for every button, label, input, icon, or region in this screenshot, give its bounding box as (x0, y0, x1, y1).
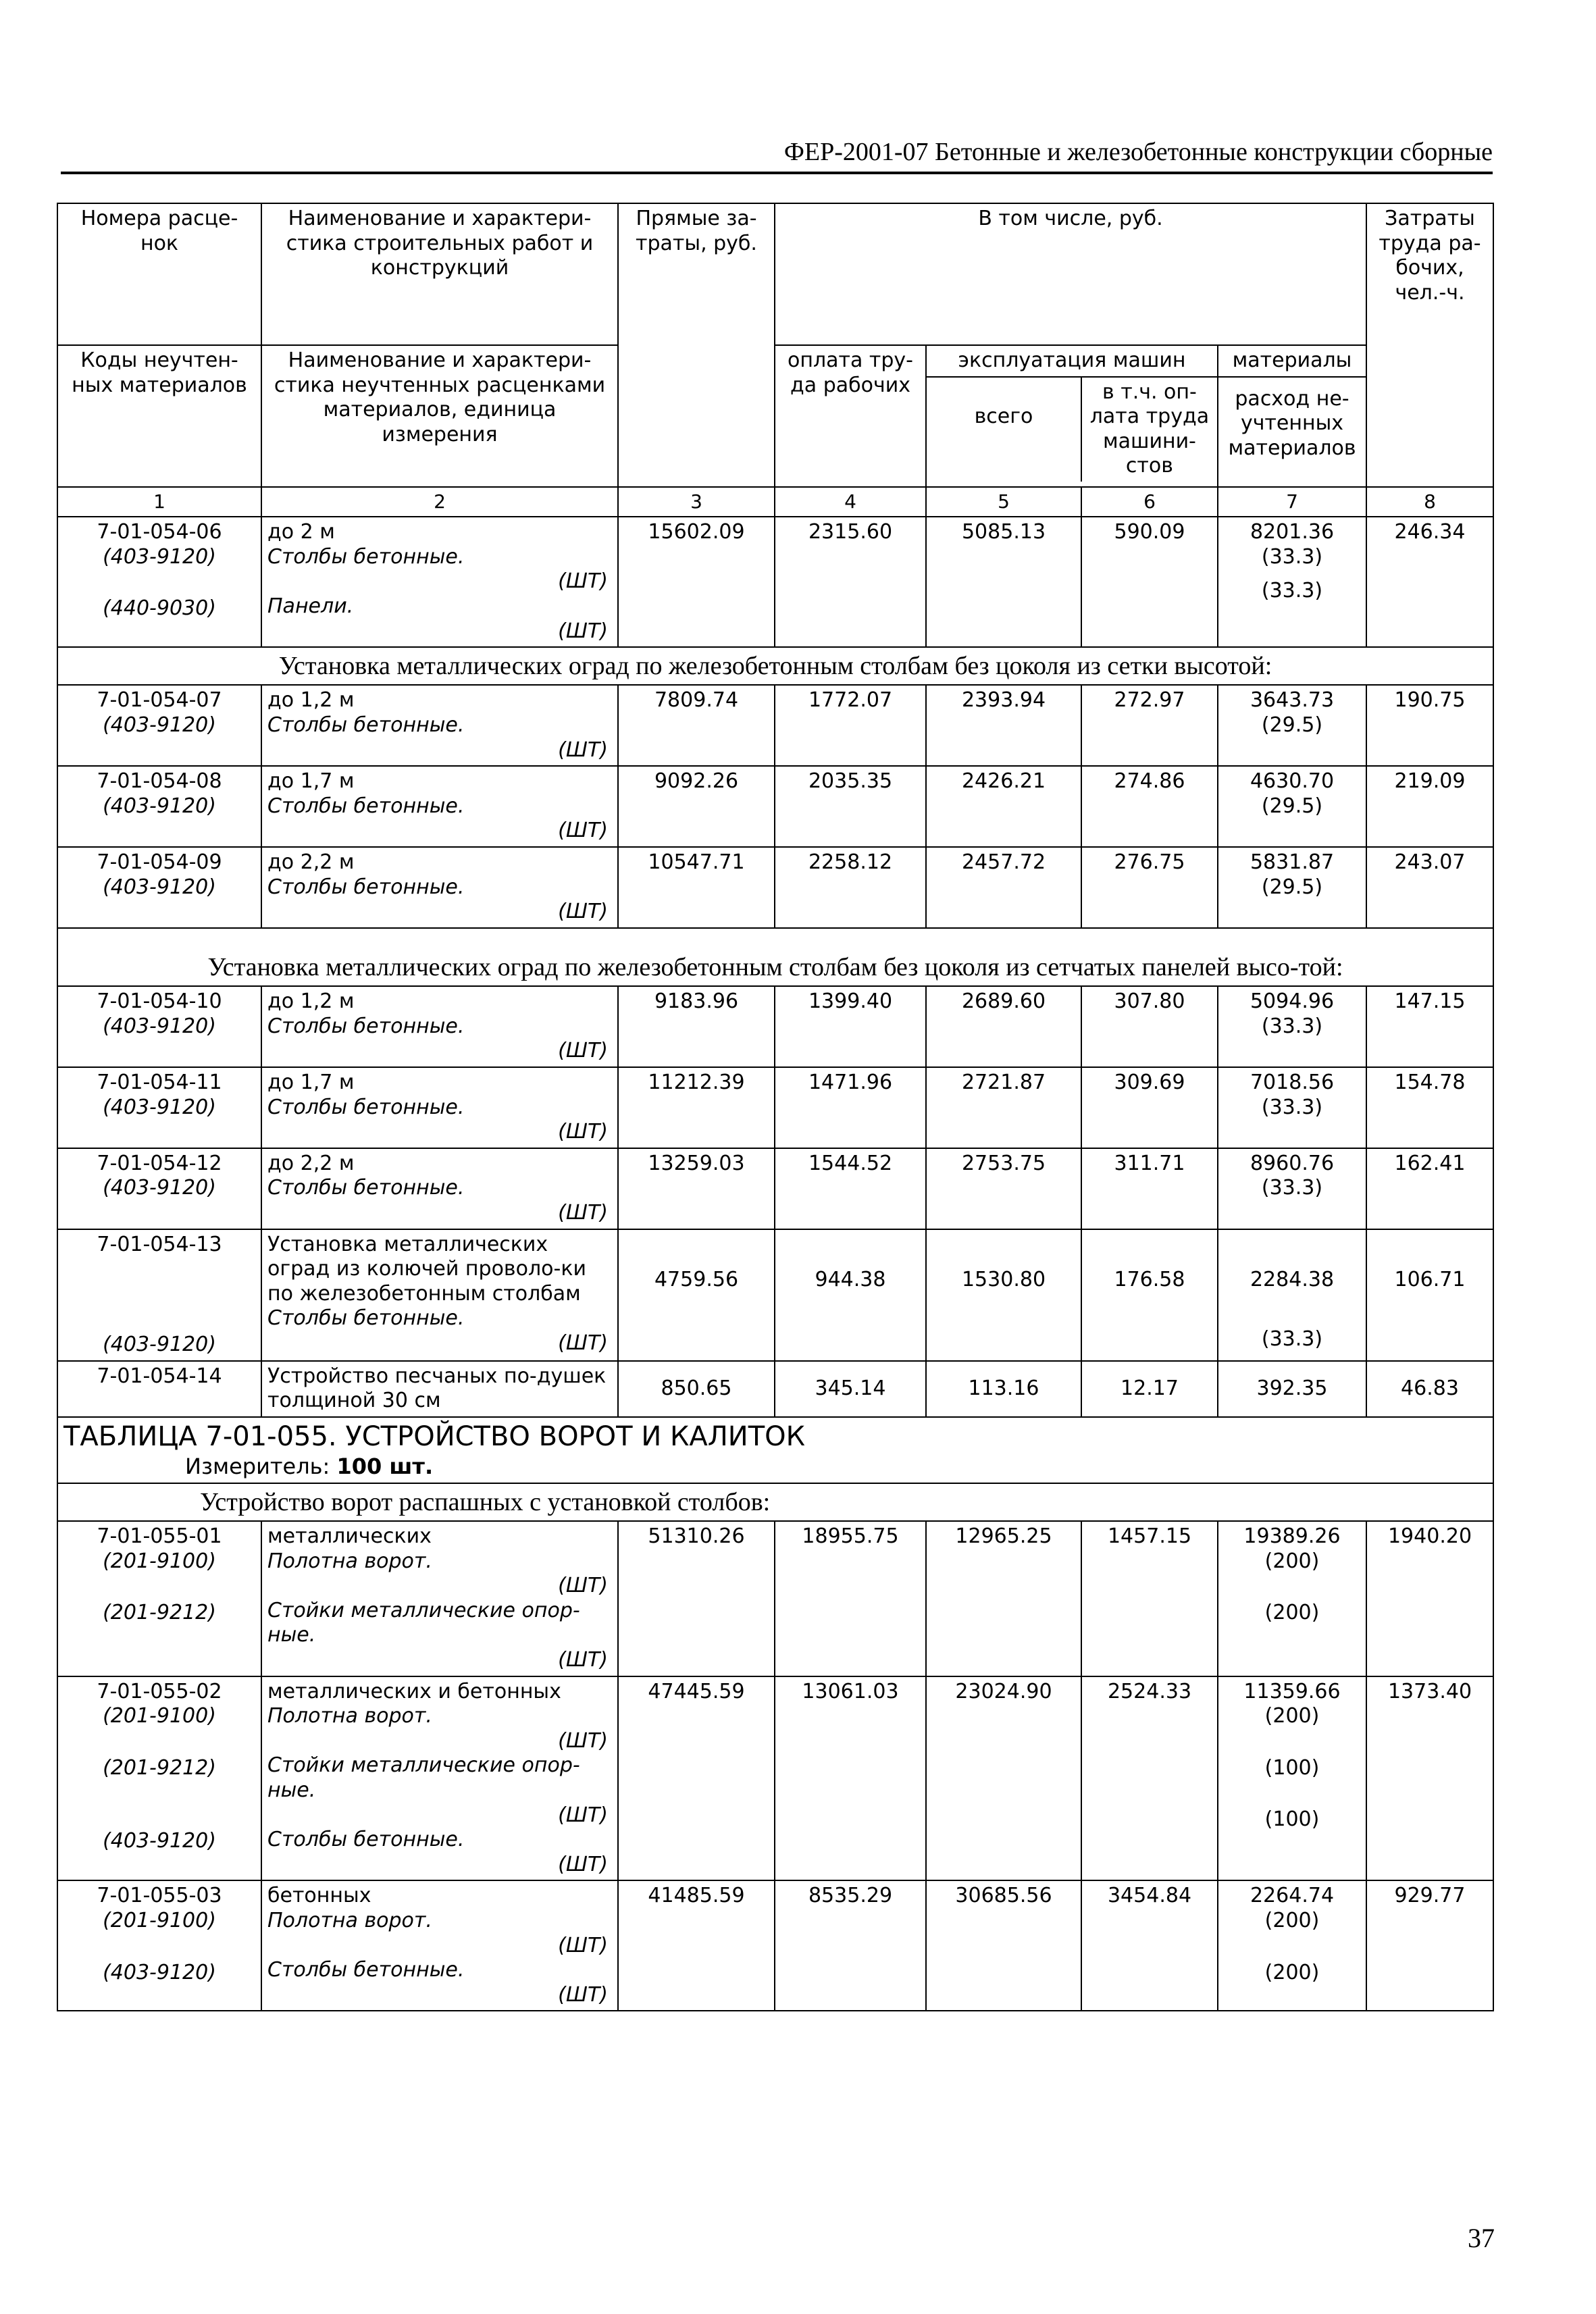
work-name-cell: Устройство песчаных по-душек толщиной 30 см (261, 1361, 618, 1417)
direct-cost: 9183.96 (618, 986, 775, 1067)
machines-cost: 12965.25 (926, 1521, 1081, 1676)
col-num-1: 1 (57, 487, 261, 517)
machines-cost: 2393.94 (926, 685, 1081, 766)
work-name-cell: металлических Полотна ворот. (ШТ) Стойки металлические опор-ные. (ШТ) (261, 1521, 618, 1676)
table-row (57, 847, 1493, 928)
direct-cost: 9092.26 (618, 766, 775, 847)
col-code-sub-header: Коды неучтен-ных материалов (57, 345, 261, 487)
col-materials-header: материалы расход не-учтенных материалов (1218, 345, 1366, 487)
machinist-wages: 307.80 (1081, 986, 1218, 1067)
rate-code-cell: 7-01-054-09 (403-9120) (57, 847, 261, 928)
work-name-cell: до 2 м Столбы бетонные. (ШТ) Панели. (ШТ) (261, 517, 618, 647)
machines-cost: 113.16 (926, 1361, 1081, 1417)
wages-cost: 1772.07 (775, 685, 926, 766)
materials-cost: 19389.26 (200) (200) (1218, 1521, 1366, 1676)
col-num-5: 5 (926, 487, 1081, 517)
wages-cost: 13061.03 (775, 1676, 926, 1881)
rate-code-cell: 7-01-054-11 (403-9120) (57, 1067, 261, 1148)
direct-cost: 41485.59 (618, 1880, 775, 2011)
col-labor-header: Затраты труда ра-бочих, чел.-ч. (1366, 203, 1493, 487)
wages-cost: 8535.29 (775, 1880, 926, 2011)
materials-cost: 4630.70 (29.5) (1218, 766, 1366, 847)
machines-cost: 5085.13 (926, 517, 1081, 647)
work-name-cell: до 1,7 м Столбы бетонные. (ШТ) (261, 1067, 618, 1148)
rate-code-cell: 7-01-055-03 (201-9100) (403-9120) (57, 1880, 261, 2011)
table-row (57, 1067, 1493, 1148)
machinist-wages: 176.58 (1081, 1229, 1218, 1361)
table-row (57, 1521, 1493, 1676)
rate-code-cell: 7-01-055-02 (201-9100) (201-9212) (403-9120) (57, 1676, 261, 1881)
machinist-wages: 274.86 (1081, 766, 1218, 847)
col-name-header: Наименование и характери-стика строительных работ и конструкций (261, 203, 618, 345)
rate-code-cell: 7-01-054-10 (403-9120) (57, 986, 261, 1067)
labor-cost: 246.34 (1366, 517, 1493, 647)
table-row (57, 517, 1493, 647)
col-direct-header: Прямые за-траты, руб. (618, 203, 775, 487)
col-num-2: 2 (261, 487, 618, 517)
section-title: Установка металлических оград по железобетонным столбам без цоколя из сетчатых панелей высо-той: (57, 928, 1493, 986)
header-row-2 (57, 345, 1493, 487)
machines-cost: 2426.21 (926, 766, 1081, 847)
work-name-cell: до 1,2 м Столбы бетонные. (ШТ) (261, 986, 618, 1067)
machines-cost: 2457.72 (926, 847, 1081, 928)
direct-cost: 51310.26 (618, 1521, 775, 1676)
labor-cost: 1940.20 (1366, 1521, 1493, 1676)
materials-cost: 11359.66 (200) (100) (100) (1218, 1676, 1366, 1881)
machinist-wages: 3454.84 (1081, 1880, 1218, 2011)
machinist-wages: 276.75 (1081, 847, 1218, 928)
rate-code-cell: 7-01-054-14 (57, 1361, 261, 1417)
table-title: ТАБЛИЦА 7-01-055. УСТРОЙСТВО ВОРОТ И КАЛИТОК Измеритель: 100 шт. (57, 1417, 1493, 1483)
materials-cost: 5831.87 (29.5) (1218, 847, 1366, 928)
labor-cost: 243.07 (1366, 847, 1493, 928)
rate-code-cell: 7-01-054-08 (403-9120) (57, 766, 261, 847)
direct-cost: 10547.71 (618, 847, 775, 928)
machines-cost: 23024.90 (926, 1676, 1081, 1881)
col-code-header: Номера расце-нок (57, 203, 261, 345)
materials-cost: 392.35 (1218, 1361, 1366, 1417)
col-num-3: 3 (618, 487, 775, 517)
page-number: 37 (1468, 2223, 1495, 2253)
labor-cost: 219.09 (1366, 766, 1493, 847)
table-row (57, 986, 1493, 1067)
section-title: Установка металлических оград по железобетонным столбам без цоколя из сетки высотой: (57, 647, 1493, 685)
work-name-cell: металлических и бетонных Полотна ворот. (ШТ) Стойки металлические опор-ные. (ШТ) Столбы бетонные. (ШТ) (261, 1676, 618, 1881)
rate-code-cell: 7-01-054-06 (403-9120) (440-9030) (57, 517, 261, 647)
direct-cost: 4759.56 (618, 1229, 775, 1361)
col-machines-header: эксплуатация машин всего в т.ч. оп-лата труда машини-стов (926, 345, 1218, 487)
labor-cost: 154.78 (1366, 1067, 1493, 1148)
col-num-7: 7 (1218, 487, 1366, 517)
table-row (57, 1361, 1493, 1417)
work-name-cell: бетонных Полотна ворот. (ШТ) Столбы бетонные. (ШТ) (261, 1880, 618, 2011)
direct-cost: 7809.74 (618, 685, 775, 766)
machinist-wages: 1457.15 (1081, 1521, 1218, 1676)
table-row (57, 766, 1493, 847)
labor-cost: 929.77 (1366, 1880, 1493, 2011)
machines-cost: 2753.75 (926, 1148, 1081, 1229)
table-title-row (57, 1417, 1493, 1483)
header-row-1 (57, 203, 1493, 345)
running-title: ФЕР-2001-07 Бетонные и железобетонные конструкции сборные (61, 132, 1493, 174)
materials-cost: 2284.38 (33.3) (1218, 1229, 1366, 1361)
col-incl-header: В том числе, руб. (775, 203, 1366, 345)
labor-cost: 46.83 (1366, 1361, 1493, 1417)
machinist-wages: 590.09 (1081, 517, 1218, 647)
col-num-4: 4 (775, 487, 926, 517)
wages-cost: 1471.96 (775, 1067, 926, 1148)
materials-cost: 8960.76 (33.3) (1218, 1148, 1366, 1229)
materials-cost: 8201.36 (33.3) (33.3) (1218, 517, 1366, 647)
meter-line: Измеритель: 100 шт. (185, 1453, 434, 1479)
machines-cost: 1530.80 (926, 1229, 1081, 1361)
wages-cost: 2315.60 (775, 517, 926, 647)
wages-cost: 2035.35 (775, 766, 926, 847)
direct-cost: 47445.59 (618, 1676, 775, 1881)
table-row (57, 1676, 1493, 1881)
section-row (57, 928, 1493, 986)
machinist-wages: 2524.33 (1081, 1676, 1218, 1881)
work-name-cell: до 2,2 м Столбы бетонные. (ШТ) (261, 847, 618, 928)
table-row (57, 1880, 1493, 2011)
wages-cost: 345.14 (775, 1361, 926, 1417)
labor-cost: 190.75 (1366, 685, 1493, 766)
rate-code-cell: 7-01-055-01 (201-9100) (201-9212) (57, 1521, 261, 1676)
machines-cost: 30685.56 (926, 1880, 1081, 2011)
machinist-wages: 12.17 (1081, 1361, 1218, 1417)
labor-cost: 106.71 (1366, 1229, 1493, 1361)
machinist-wages: 272.97 (1081, 685, 1218, 766)
column-numbers-row (57, 487, 1493, 517)
section-row (57, 647, 1493, 685)
wages-cost: 944.38 (775, 1229, 926, 1361)
col-num-6: 6 (1081, 487, 1218, 517)
work-name-cell: Установка металлических оград из колючей проволо-ки по железобетонным столбам Столбы бетонные. (ШТ) (261, 1229, 618, 1361)
machinist-wages: 311.71 (1081, 1148, 1218, 1229)
labor-cost: 1373.40 (1366, 1676, 1493, 1881)
wages-cost: 1399.40 (775, 986, 926, 1067)
rate-code-cell: 7-01-054-13 (403-9120) (57, 1229, 261, 1361)
col-num-8: 8 (1366, 487, 1493, 517)
direct-cost: 15602.09 (618, 517, 775, 647)
col-wages-header: оплата тру-да рабочих (775, 345, 926, 487)
wages-cost: 18955.75 (775, 1521, 926, 1676)
labor-cost: 162.41 (1366, 1148, 1493, 1229)
machines-cost: 2689.60 (926, 986, 1081, 1067)
machines-cost: 2721.87 (926, 1067, 1081, 1148)
labor-cost: 147.15 (1366, 986, 1493, 1067)
section-title: Устройство ворот распашных с установкой столбов: (57, 1483, 1493, 1521)
materials-cost: 2264.74 (200) (200) (1218, 1880, 1366, 2011)
work-name-cell: до 1,7 м Столбы бетонные. (ШТ) (261, 766, 618, 847)
rate-code-cell: 7-01-054-07 (403-9120) (57, 685, 261, 766)
direct-cost: 13259.03 (618, 1148, 775, 1229)
rate-code-cell: 7-01-054-12 (403-9120) (57, 1148, 261, 1229)
work-name-cell: до 1,2 м Столбы бетонные. (ШТ) (261, 685, 618, 766)
materials-cost: 7018.56 (33.3) (1218, 1067, 1366, 1148)
materials-cost: 3643.73 (29.5) (1218, 685, 1366, 766)
direct-cost: 11212.39 (618, 1067, 775, 1148)
machinist-wages: 309.69 (1081, 1067, 1218, 1148)
price-table (57, 203, 1494, 2011)
direct-cost: 850.65 (618, 1361, 775, 1417)
wages-cost: 1544.52 (775, 1148, 926, 1229)
section-row (57, 1483, 1493, 1521)
col-name-sub-header: Наименование и характери-стика неучтенных расценками материалов, единица измерения (261, 345, 618, 487)
work-name-cell: до 2,2 м Столбы бетонные. (ШТ) (261, 1148, 618, 1229)
table-row (57, 685, 1493, 766)
table-row (57, 1229, 1493, 1361)
materials-cost: 5094.96 (33.3) (1218, 986, 1366, 1067)
wages-cost: 2258.12 (775, 847, 926, 928)
table-row (57, 1148, 1493, 1229)
